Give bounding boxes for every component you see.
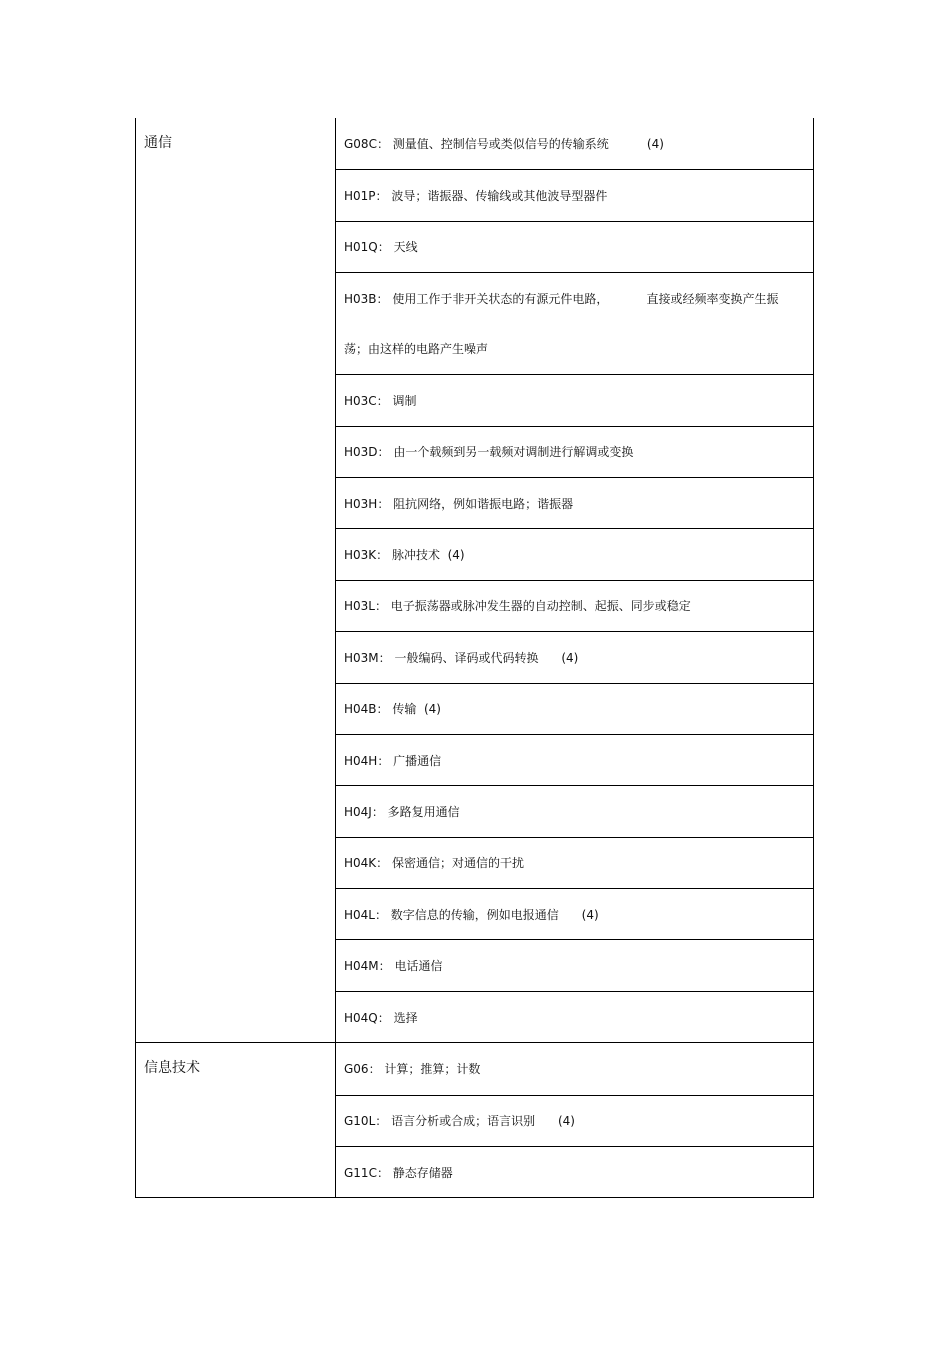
category-items (336, 1043, 813, 1197)
table-row (336, 272, 813, 374)
ipc-code: H04J： (344, 804, 384, 819)
ipc-code: H03M： (344, 650, 391, 665)
ipc-code: H01Q： (344, 240, 390, 255)
category-group-information-technology (136, 1042, 813, 1197)
table-row (336, 426, 813, 477)
ipc-code: H04H： (344, 753, 390, 768)
ipc-code: H04Q： (344, 1010, 390, 1025)
ipc-code: H03H： (344, 496, 390, 511)
ipc-code: G11C： (344, 1165, 389, 1180)
ipc-description: 脉冲技术 (4) (388, 548, 465, 563)
ipc-code: H01P： (344, 189, 388, 204)
ipc-description: 静态存储器 (388, 1165, 453, 1180)
table-row (336, 528, 813, 579)
ipc-description: 保密通信；对通信的干扰 (388, 856, 524, 871)
ipc-description: 语言分析或合成；语言识别 (4) (387, 1114, 575, 1129)
ipc-description: 测量值、控制信号或类似信号的传输系统 (4) (388, 137, 664, 152)
category-label: 通信 (136, 118, 336, 1042)
ipc-code: H04K： (344, 856, 389, 871)
table-row (336, 1043, 813, 1094)
ipc-code: H04M： (344, 959, 391, 974)
ipc-code: G06： (344, 1062, 381, 1077)
table-row (336, 580, 813, 631)
ipc-description: 数字信息的传输，例如电报通信 (4) (386, 907, 599, 922)
ipc-description: 广播通信 (389, 753, 442, 768)
classification-table (135, 118, 814, 1198)
ipc-description: 多路复用通信 (383, 804, 460, 819)
table-row (336, 837, 813, 888)
table-row (336, 477, 813, 528)
ipc-description-line-1 (344, 290, 779, 307)
table-row (336, 734, 813, 785)
ipc-description: 由一个载频到另一载频对调制进行解调或变换 (389, 445, 634, 460)
ipc-description-line-2: 荡；由这样的电路产生噪声 (344, 342, 489, 357)
ipc-description: 使用工作于非开关状态的有源元件电路， 直接或经频率变换产生振 (388, 291, 779, 306)
table-row (336, 888, 813, 939)
ipc-description: 计算；推算；计数 (380, 1062, 481, 1077)
ipc-description: 电话通信 (390, 959, 443, 974)
ipc-description: 天线 (389, 240, 418, 255)
ipc-description: 阻抗网络，例如谐振电路；谐振器 (389, 496, 574, 511)
table-row (336, 1146, 813, 1197)
table-row (336, 169, 813, 220)
ipc-code: H03K： (344, 548, 389, 563)
category-label: 信息技术 (136, 1043, 336, 1197)
category-group-communication (136, 118, 813, 1042)
ipc-description: 传输 (4) (388, 702, 441, 717)
ipc-code: G10L： (344, 1114, 388, 1129)
ipc-code: H04L： (344, 907, 387, 922)
table-row (336, 939, 813, 990)
ipc-code: H03D： (344, 445, 390, 460)
ipc-description: 电子振荡器或脉冲发生器的自动控制、起振、同步或稳定 (386, 599, 691, 614)
category-items (336, 118, 813, 1042)
ipc-description: 一般编码、译码或代码转换 (4) (390, 650, 579, 665)
table-row (336, 631, 813, 682)
table-row (336, 683, 813, 734)
ipc-code: G08C： (344, 137, 389, 152)
table-row (336, 221, 813, 272)
ipc-description: 选择 (389, 1010, 418, 1025)
table-row (336, 1095, 813, 1146)
ipc-code: H03B： (344, 291, 389, 306)
ipc-code: H03C： (344, 393, 389, 408)
ipc-description: 波导；谐振器、传输线或其他波导型器件 (387, 189, 608, 204)
ipc-code: H04B： (344, 702, 389, 717)
table-row (336, 785, 813, 836)
ipc-code: H03L： (344, 599, 387, 614)
table-row (336, 991, 813, 1042)
table-row (336, 374, 813, 425)
table-row (336, 118, 813, 169)
ipc-description: 调制 (388, 393, 417, 408)
